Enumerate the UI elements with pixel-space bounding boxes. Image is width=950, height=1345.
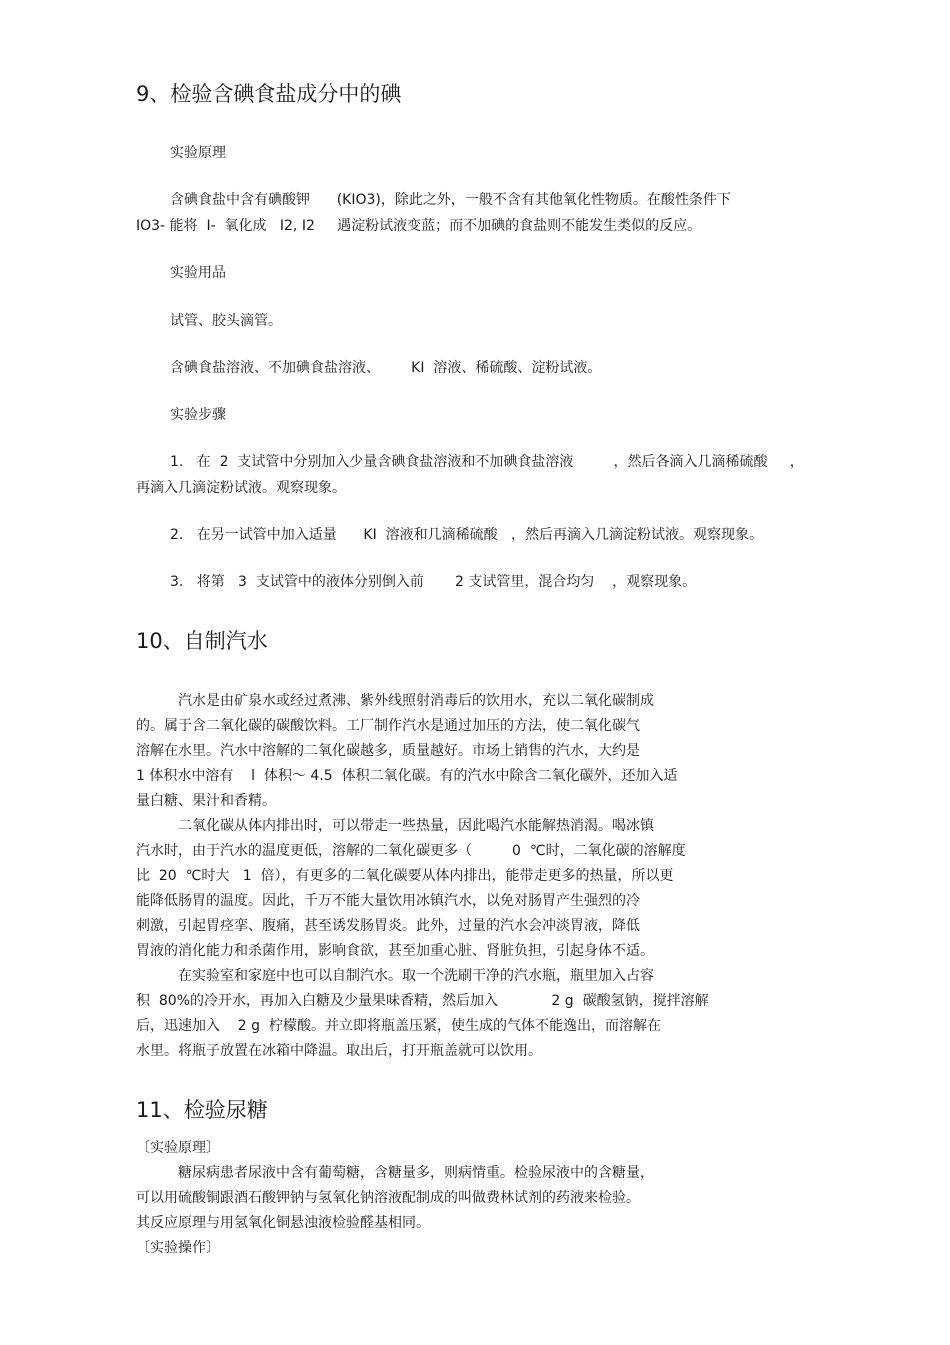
- section-9-steps-label: 实验步骤: [170, 407, 226, 423]
- section-9-step-1: 1. 在 2 支试管中分别加入少量含碘食盐溶液和不加碘食盐溶液 ，然后各滴入几滴稀硫酸 ，: [170, 454, 804, 470]
- section-9-materials-line: 试管、胶头滴管。: [170, 313, 282, 329]
- section-11-paragraph-line: 可以用硫酸铜跟酒石酸钾钠与氢氧化钠溶液配制成的叫做费林试剂的药液来检验。: [136, 1190, 640, 1206]
- section-10-heading: 10、自制汽水: [136, 629, 268, 653]
- section-10-paragraph-line: 能降低肠胃的温度。因此，千万不能大量饮用冰镇汽水，以免对肠胃产生强烈的冷: [136, 893, 640, 909]
- section-10-paragraph-line: 在实验室和家庭中也可以自制汽水。取一个洗刷干净的汽水瓶，瓶里加入占容: [178, 968, 654, 984]
- section-10-paragraph-line: 水里。将瓶子放置在冰箱中降温。取出后，打开瓶盖就可以饮用。: [136, 1043, 542, 1059]
- section-11-paragraph-line: 糖尿病患者尿液中含有葡萄糖，含糖量多，则病情重。检验尿液中的含糖量，: [178, 1165, 654, 1181]
- section-10-paragraph-line: 汽水是由矿泉水或经过煮沸、紫外线照射消毒后的饮用水，充以二氧化碳制成: [178, 693, 654, 709]
- section-9-materials-label: 实验用品: [170, 265, 226, 281]
- section-9-principle-label: 实验原理: [170, 145, 226, 161]
- section-10-paragraph-line: 积 80%的冷开水，再加入白糖及少量果味香精，然后加入 2 g 碳酸氢钠，搅拌溶解: [136, 993, 709, 1009]
- section-11-operation-label: 〔实验操作〕: [136, 1240, 220, 1256]
- section-9-step-2: 2. 在另一试管中加入适量 KI 溶液和几滴稀硫酸 ，然后再滴入几滴淀粉试液。观察现象。: [170, 527, 763, 543]
- section-11-heading: 11、检验尿糖: [136, 1098, 268, 1122]
- section-10-paragraph-line: 的。属于含二氧化碳的碳酸饮料。工厂制作汽水是通过加压的方法，使二氧化碳气: [136, 718, 640, 734]
- section-10-paragraph-line: 汽水时，由于汽水的温度更低，溶解的二氧化碳更多（ 0 ℃时，二氧化碳的溶解度: [136, 843, 686, 859]
- section-11-paragraph-line: 其反应原理与用氢氧化铜悬浊液检验醛基相同。: [136, 1215, 430, 1231]
- section-9-materials-line: 含碘食盐溶液、不加碘食盐溶液、 KI 溶液、稀硫酸、淀粉试液。: [170, 360, 602, 376]
- section-9-principle-line: IO3- 能将 I- 氧化成 I2, I2 遇淀粉试液变蓝；而不加碘的食盐则不能发生类似的反应。: [136, 218, 702, 234]
- section-10-paragraph-line: 后，迅速加入 2 g 柠檬酸。并立即将瓶盖压紧，使生成的气体不能逸出，而溶解在: [136, 1018, 661, 1034]
- section-9-step-1-cont: 再滴入几滴淀粉试液。观察现象。: [136, 480, 346, 496]
- section-9-principle-line: 含碘食盐中含有碘酸钾 (KIO3)，除此之外，一般不含有其他氧化性物质。在酸性条件下: [170, 192, 731, 208]
- section-10-paragraph-line: 刺激，引起胃痉挛、腹痛，甚至诱发肠胃炎。此外，过量的汽水会冲淡胃液，降低: [136, 918, 640, 934]
- section-10-paragraph-line: 1 体积水中溶有 l 体积～ 4.5 体积二氧化碳。有的汽水中除含二氧化碳外，还加入适: [136, 768, 678, 784]
- section-10-paragraph-line: 比 20 ℃时大 1 倍），有更多的二氧化碳要从体内排出，能带走更多的热量，所以更: [136, 868, 674, 884]
- section-9-step-3: 3. 将第 3 支试管中的液体分别倒入前 2 支试管里，混合均匀 ，观察现象。: [170, 574, 697, 590]
- section-10-paragraph-line: 量白糖、果汁和香精。: [136, 793, 276, 809]
- section-9-heading: 9、检验含碘食盐成分中的碘: [136, 82, 402, 106]
- section-11-principle-label: 〔实验原理〕: [136, 1140, 220, 1156]
- section-10-paragraph-line: 胃液的消化能力和杀菌作用，影响食欲，甚至加重心脏、肾脏负担，引起身体不适。: [136, 943, 654, 959]
- section-10-paragraph-line: 溶解在水里。汽水中溶解的二氧化碳越多，质量越好。市场上销售的汽水，大约是: [136, 743, 640, 759]
- section-10-paragraph-line: 二氧化碳从体内排出时，可以带走一些热量，因此喝汽水能解热消渴。喝冰镇: [178, 818, 654, 834]
